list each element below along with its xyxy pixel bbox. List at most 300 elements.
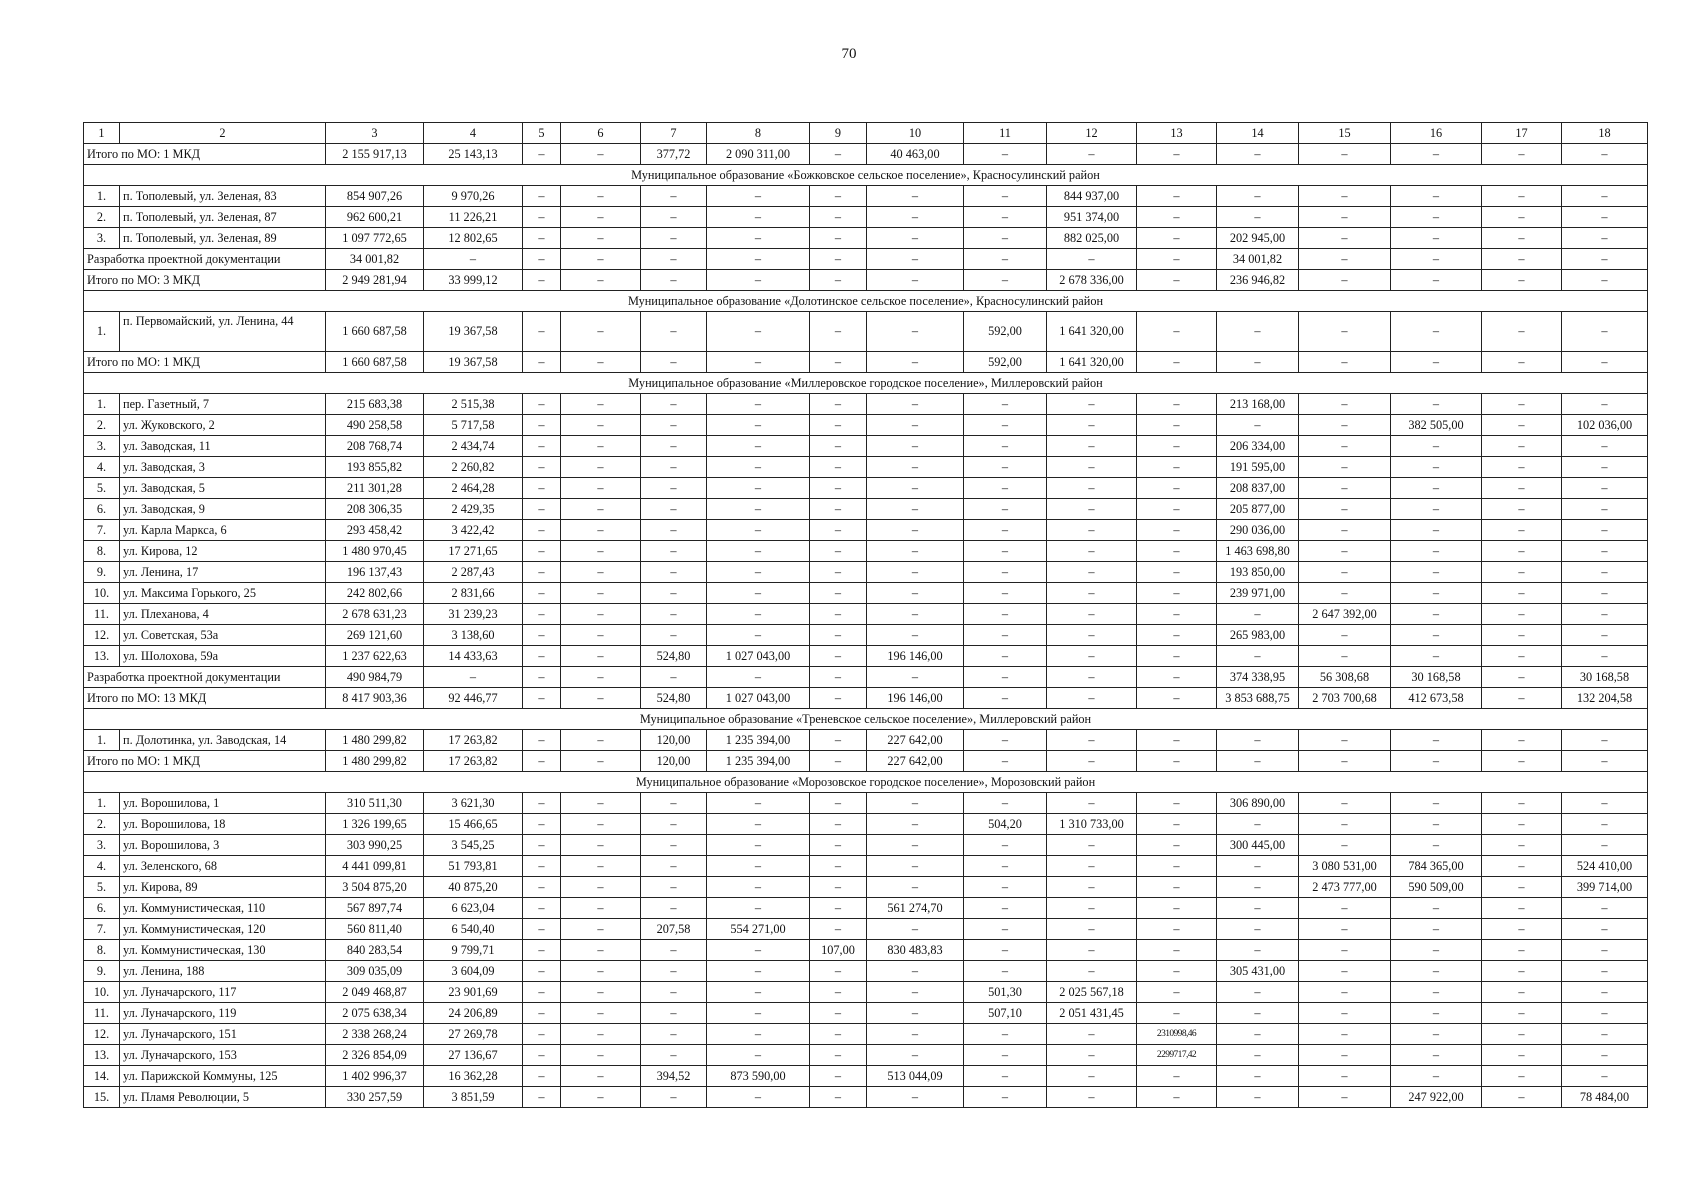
col-11-cell: – [964, 877, 1047, 898]
page-number: 70 [841, 46, 857, 62]
col-12-cell: – [1047, 562, 1137, 583]
col-8-cell: – [707, 312, 810, 352]
col-6-cell: – [561, 604, 641, 625]
col-14-cell: – [1217, 1066, 1299, 1087]
col-10-cell: – [867, 877, 964, 898]
col-9-cell: – [810, 877, 867, 898]
col-8-cell: – [707, 186, 810, 207]
building-address: ул. Луначарского, 117 [120, 982, 326, 1003]
col-13-cell: – [1137, 144, 1217, 165]
col-6-cell: – [561, 457, 641, 478]
col-18-cell: – [1562, 604, 1648, 625]
building-row [84, 646, 1648, 667]
col-12-cell: – [1047, 793, 1137, 814]
col-14-cell: – [1217, 207, 1299, 228]
col-4-cell: 3 604,09 [424, 961, 523, 982]
building-address: ул. Шолохова, 59а [120, 646, 326, 667]
row-number: 1. [84, 394, 120, 415]
building-row [84, 312, 1648, 352]
row-number: 4. [84, 856, 120, 877]
col-3-cell: 269 121,60 [326, 625, 424, 646]
col-9-cell: – [810, 394, 867, 415]
col-15-cell: – [1299, 814, 1391, 835]
col-13-cell: – [1137, 457, 1217, 478]
col-18-cell: – [1562, 730, 1648, 751]
col-11-cell: – [964, 478, 1047, 499]
col-10-cell: 40 463,00 [867, 144, 964, 165]
col-13-cell: – [1137, 499, 1217, 520]
col-15-cell: – [1299, 457, 1391, 478]
col-4-cell: 25 143,13 [424, 144, 523, 165]
col-5-cell: – [523, 793, 561, 814]
col-7-cell: – [641, 667, 707, 688]
col-14-cell: 265 983,00 [1217, 625, 1299, 646]
col-3-cell: 293 458,42 [326, 520, 424, 541]
col-17-cell: – [1482, 898, 1562, 919]
col-16-cell: – [1391, 583, 1482, 604]
column-number-18: 18 [1562, 123, 1648, 144]
col-12-cell: – [1047, 1087, 1137, 1108]
col-7-cell: – [641, 793, 707, 814]
building-address: п. Тополевый, ул. Зеленая, 87 [120, 207, 326, 228]
building-address: ул. Ворошилова, 18 [120, 814, 326, 835]
col-15-cell: – [1299, 1003, 1391, 1024]
col-3-cell: 2 338 268,24 [326, 1024, 424, 1045]
col-18-cell: – [1562, 1003, 1648, 1024]
col-18-cell: – [1562, 249, 1648, 270]
col-18-cell: – [1562, 583, 1648, 604]
col-15-cell: 2 473 777,00 [1299, 877, 1391, 898]
col-10-cell: – [867, 394, 964, 415]
col-17-cell: – [1482, 541, 1562, 562]
col-4-cell: 2 831,66 [424, 583, 523, 604]
col-10-cell: 196 146,00 [867, 688, 964, 709]
col-4-cell: 9 970,26 [424, 186, 523, 207]
col-3-cell: 4 441 099,81 [326, 856, 424, 877]
col-3-cell: 490 258,58 [326, 415, 424, 436]
col-12-cell: – [1047, 919, 1137, 940]
col-16-cell: 247 922,00 [1391, 1087, 1482, 1108]
col-11-cell: – [964, 793, 1047, 814]
col-11-cell: – [964, 1066, 1047, 1087]
summary-row [84, 751, 1648, 772]
col-18-cell: – [1562, 940, 1648, 961]
col-10-cell: – [867, 270, 964, 291]
col-9-cell: – [810, 562, 867, 583]
row-number: 3. [84, 835, 120, 856]
row-number: 15. [84, 1087, 120, 1108]
col-12-cell: – [1047, 667, 1137, 688]
summary-label: Итого по МО: 1 МКД [84, 144, 326, 165]
col-16-cell: – [1391, 940, 1482, 961]
col-3-cell: 34 001,82 [326, 249, 424, 270]
col-18-cell: – [1562, 541, 1648, 562]
col-4-cell: 11 226,21 [424, 207, 523, 228]
col-3-cell: 1 237 622,63 [326, 646, 424, 667]
col-11-cell: – [964, 1045, 1047, 1066]
col-13-cell: – [1137, 877, 1217, 898]
col-4-cell: 16 362,28 [424, 1066, 523, 1087]
col-6-cell: – [561, 583, 641, 604]
col-4-cell: 2 464,28 [424, 478, 523, 499]
col-12-cell: – [1047, 604, 1137, 625]
col-4-cell: 12 802,65 [424, 228, 523, 249]
col-9-cell: – [810, 856, 867, 877]
col-10-cell: 513 044,09 [867, 1066, 964, 1087]
municipality-title: Муниципальное образование «Божковское сельское поселение», Красносулинский район [84, 165, 1648, 186]
row-number: 1. [84, 312, 120, 352]
col-7-cell: – [641, 1045, 707, 1066]
col-16-cell: – [1391, 352, 1482, 373]
col-15-cell: – [1299, 625, 1391, 646]
col-6-cell: – [561, 751, 641, 772]
building-row [84, 877, 1648, 898]
row-number: 10. [84, 583, 120, 604]
col-4-cell: 2 287,43 [424, 562, 523, 583]
column-number-1: 1 [84, 123, 120, 144]
col-15-cell: – [1299, 898, 1391, 919]
col-17-cell: – [1482, 144, 1562, 165]
col-17-cell: – [1482, 1003, 1562, 1024]
col-7-cell: – [641, 436, 707, 457]
col-10-cell: – [867, 583, 964, 604]
col-9-cell: – [810, 982, 867, 1003]
building-address: ул. Парижской Коммуны, 125 [120, 1066, 326, 1087]
building-row [84, 604, 1648, 625]
col-10-cell: – [867, 793, 964, 814]
col-8-cell: – [707, 1024, 810, 1045]
col-6-cell: – [561, 982, 641, 1003]
col-6-cell: – [561, 352, 641, 373]
col-17-cell: – [1482, 499, 1562, 520]
col-7-cell: – [641, 625, 707, 646]
col-18-cell: 30 168,58 [1562, 667, 1648, 688]
building-row [84, 814, 1648, 835]
col-14-cell: 206 334,00 [1217, 436, 1299, 457]
col-13-cell: 2299717,42 [1137, 1045, 1217, 1066]
col-9-cell: – [810, 793, 867, 814]
col-7-cell: – [641, 499, 707, 520]
column-number-6: 6 [561, 123, 641, 144]
building-row [84, 562, 1648, 583]
col-8-cell: 2 090 311,00 [707, 144, 810, 165]
col-15-cell: 2 647 392,00 [1299, 604, 1391, 625]
col-5-cell: – [523, 186, 561, 207]
col-3-cell: 208 306,35 [326, 499, 424, 520]
col-8-cell: – [707, 249, 810, 270]
col-17-cell: – [1482, 814, 1562, 835]
col-3-cell: 303 990,25 [326, 835, 424, 856]
column-number-11: 11 [964, 123, 1047, 144]
col-13-cell: – [1137, 228, 1217, 249]
col-8-cell: – [707, 270, 810, 291]
col-18-cell: – [1562, 898, 1648, 919]
col-5-cell: – [523, 646, 561, 667]
col-5-cell: – [523, 667, 561, 688]
col-18-cell: – [1562, 961, 1648, 982]
col-3-cell: 1 480 970,45 [326, 541, 424, 562]
col-10-cell: – [867, 478, 964, 499]
col-14-cell: – [1217, 1003, 1299, 1024]
col-6-cell: – [561, 835, 641, 856]
col-9-cell: – [810, 436, 867, 457]
col-14-cell: 34 001,82 [1217, 249, 1299, 270]
col-6-cell: – [561, 1045, 641, 1066]
col-3-cell: 2 949 281,94 [326, 270, 424, 291]
col-3-cell: 193 855,82 [326, 457, 424, 478]
col-17-cell: – [1482, 919, 1562, 940]
col-11-cell: – [964, 730, 1047, 751]
building-row [84, 520, 1648, 541]
col-17-cell: – [1482, 793, 1562, 814]
row-number: 5. [84, 478, 120, 499]
col-13-cell: – [1137, 249, 1217, 270]
col-7-cell: – [641, 394, 707, 415]
col-14-cell: – [1217, 186, 1299, 207]
col-8-cell: – [707, 1087, 810, 1108]
row-number: 1. [84, 793, 120, 814]
col-15-cell: – [1299, 478, 1391, 499]
col-7-cell: – [641, 898, 707, 919]
col-12-cell: – [1047, 730, 1137, 751]
col-16-cell: – [1391, 1045, 1482, 1066]
col-17-cell: – [1482, 457, 1562, 478]
col-3-cell: 8 417 903,36 [326, 688, 424, 709]
col-17-cell: – [1482, 207, 1562, 228]
col-3-cell: 962 600,21 [326, 207, 424, 228]
col-9-cell: – [810, 751, 867, 772]
col-10-cell: 227 642,00 [867, 730, 964, 751]
municipality-title: Муниципальное образование «Миллеровское городское поселение», Миллеровский район [84, 373, 1648, 394]
col-14-cell: – [1217, 415, 1299, 436]
col-11-cell: 592,00 [964, 312, 1047, 352]
building-row [84, 186, 1648, 207]
col-14-cell: – [1217, 646, 1299, 667]
row-number: 2. [84, 415, 120, 436]
col-8-cell: – [707, 520, 810, 541]
col-4-cell: 24 206,89 [424, 1003, 523, 1024]
col-8-cell: – [707, 478, 810, 499]
col-17-cell: – [1482, 583, 1562, 604]
col-15-cell: – [1299, 562, 1391, 583]
building-address: ул. Заводская, 3 [120, 457, 326, 478]
col-12-cell: 882 025,00 [1047, 228, 1137, 249]
col-7-cell: – [641, 541, 707, 562]
col-6-cell: – [561, 228, 641, 249]
col-17-cell: – [1482, 961, 1562, 982]
col-12-cell: – [1047, 835, 1137, 856]
col-3-cell: 854 907,26 [326, 186, 424, 207]
municipality-header-row [84, 291, 1648, 312]
col-8-cell: – [707, 667, 810, 688]
col-7-cell: 524,80 [641, 646, 707, 667]
col-14-cell: 213 168,00 [1217, 394, 1299, 415]
col-9-cell: – [810, 352, 867, 373]
col-8-cell: – [707, 877, 810, 898]
col-6-cell: – [561, 688, 641, 709]
col-9-cell: 107,00 [810, 940, 867, 961]
col-3-cell: 196 137,43 [326, 562, 424, 583]
col-10-cell: – [867, 352, 964, 373]
col-9-cell: – [810, 415, 867, 436]
col-16-cell: – [1391, 436, 1482, 457]
building-address: ул. Коммунистическая, 130 [120, 940, 326, 961]
col-3-cell: 2 049 468,87 [326, 982, 424, 1003]
col-15-cell: – [1299, 835, 1391, 856]
col-5-cell: – [523, 961, 561, 982]
col-4-cell: 2 429,35 [424, 499, 523, 520]
col-16-cell: – [1391, 898, 1482, 919]
row-number: 7. [84, 520, 120, 541]
row-number: 8. [84, 940, 120, 961]
municipality-title: Муниципальное образование «Треневское сельское поселение», Миллеровский район [84, 709, 1648, 730]
col-13-cell: – [1137, 898, 1217, 919]
col-6-cell: – [561, 312, 641, 352]
col-8-cell: – [707, 394, 810, 415]
column-number-3: 3 [326, 123, 424, 144]
col-7-cell: – [641, 312, 707, 352]
col-3-cell: 309 035,09 [326, 961, 424, 982]
col-6-cell: – [561, 520, 641, 541]
col-5-cell: – [523, 919, 561, 940]
building-address: ул. Ворошилова, 1 [120, 793, 326, 814]
row-number: 1. [84, 186, 120, 207]
col-4-cell: 19 367,58 [424, 312, 523, 352]
col-16-cell: – [1391, 919, 1482, 940]
col-14-cell: 3 853 688,75 [1217, 688, 1299, 709]
col-3-cell: 2 075 638,34 [326, 1003, 424, 1024]
col-17-cell: – [1482, 1045, 1562, 1066]
col-13-cell: – [1137, 688, 1217, 709]
col-3-cell: 1 097 772,65 [326, 228, 424, 249]
col-14-cell: – [1217, 730, 1299, 751]
col-12-cell: – [1047, 1066, 1137, 1087]
col-10-cell: – [867, 249, 964, 270]
col-10-cell: – [867, 312, 964, 352]
col-12-cell: 951 374,00 [1047, 207, 1137, 228]
col-16-cell: – [1391, 520, 1482, 541]
col-11-cell: – [964, 751, 1047, 772]
col-15-cell: – [1299, 270, 1391, 291]
col-17-cell: – [1482, 1066, 1562, 1087]
col-14-cell: 208 837,00 [1217, 478, 1299, 499]
col-6-cell: – [561, 877, 641, 898]
col-11-cell: 504,20 [964, 814, 1047, 835]
col-3-cell: 490 984,79 [326, 667, 424, 688]
col-15-cell: – [1299, 730, 1391, 751]
col-12-cell: – [1047, 520, 1137, 541]
col-6-cell: – [561, 1003, 641, 1024]
col-15-cell: – [1299, 1045, 1391, 1066]
col-16-cell: – [1391, 625, 1482, 646]
col-4-cell: 27 269,78 [424, 1024, 523, 1045]
col-7-cell: 207,58 [641, 919, 707, 940]
col-4-cell: 17 263,82 [424, 751, 523, 772]
row-number: 12. [84, 625, 120, 646]
column-number-9: 9 [810, 123, 867, 144]
col-7-cell: – [641, 520, 707, 541]
col-4-cell: 17 271,65 [424, 541, 523, 562]
col-14-cell: 290 036,00 [1217, 520, 1299, 541]
col-4-cell: 2 434,74 [424, 436, 523, 457]
building-row [84, 940, 1648, 961]
column-number-17: 17 [1482, 123, 1562, 144]
col-16-cell: – [1391, 1003, 1482, 1024]
building-address: ул. Советская, 53а [120, 625, 326, 646]
col-9-cell: – [810, 1003, 867, 1024]
col-10-cell: – [867, 814, 964, 835]
col-17-cell: – [1482, 520, 1562, 541]
col-6-cell: – [561, 625, 641, 646]
col-11-cell: – [964, 144, 1047, 165]
col-15-cell: – [1299, 249, 1391, 270]
col-16-cell: – [1391, 499, 1482, 520]
col-16-cell: – [1391, 751, 1482, 772]
column-number-16: 16 [1391, 123, 1482, 144]
col-4-cell: 3 851,59 [424, 1087, 523, 1108]
col-15-cell: – [1299, 751, 1391, 772]
col-5-cell: – [523, 583, 561, 604]
col-8-cell: 1 235 394,00 [707, 751, 810, 772]
col-18-cell: – [1562, 751, 1648, 772]
col-14-cell: 239 971,00 [1217, 583, 1299, 604]
col-18-cell: 524 410,00 [1562, 856, 1648, 877]
col-15-cell: – [1299, 982, 1391, 1003]
col-16-cell: 412 673,58 [1391, 688, 1482, 709]
col-12-cell: – [1047, 961, 1137, 982]
building-address: пер. Газетный, 7 [120, 394, 326, 415]
col-16-cell: – [1391, 312, 1482, 352]
col-12-cell: 2 678 336,00 [1047, 270, 1137, 291]
col-14-cell: – [1217, 352, 1299, 373]
col-3-cell: 242 802,66 [326, 583, 424, 604]
col-15-cell: – [1299, 793, 1391, 814]
col-13-cell: – [1137, 270, 1217, 291]
col-12-cell: – [1047, 583, 1137, 604]
col-16-cell: – [1391, 249, 1482, 270]
col-9-cell: – [810, 499, 867, 520]
col-5-cell: – [523, 751, 561, 772]
col-11-cell: – [964, 562, 1047, 583]
column-number-14: 14 [1217, 123, 1299, 144]
col-18-cell: – [1562, 394, 1648, 415]
col-14-cell: 1 463 698,80 [1217, 541, 1299, 562]
col-6-cell: – [561, 940, 641, 961]
col-18-cell: – [1562, 1045, 1648, 1066]
col-10-cell: 830 483,83 [867, 940, 964, 961]
col-3-cell: 330 257,59 [326, 1087, 424, 1108]
col-10-cell: – [867, 919, 964, 940]
col-16-cell: 590 509,00 [1391, 877, 1482, 898]
col-14-cell: – [1217, 982, 1299, 1003]
col-11-cell: – [964, 457, 1047, 478]
col-11-cell: – [964, 898, 1047, 919]
col-4-cell: 2 515,38 [424, 394, 523, 415]
col-11-cell: – [964, 499, 1047, 520]
col-6-cell: – [561, 394, 641, 415]
column-number-10: 10 [867, 123, 964, 144]
col-4-cell: 40 875,20 [424, 877, 523, 898]
col-14-cell: 236 946,82 [1217, 270, 1299, 291]
col-16-cell: – [1391, 982, 1482, 1003]
col-10-cell: – [867, 415, 964, 436]
col-7-cell: 120,00 [641, 730, 707, 751]
col-13-cell: – [1137, 207, 1217, 228]
col-12-cell: 844 937,00 [1047, 186, 1137, 207]
col-13-cell: – [1137, 919, 1217, 940]
col-9-cell: – [810, 186, 867, 207]
col-5-cell: – [523, 982, 561, 1003]
